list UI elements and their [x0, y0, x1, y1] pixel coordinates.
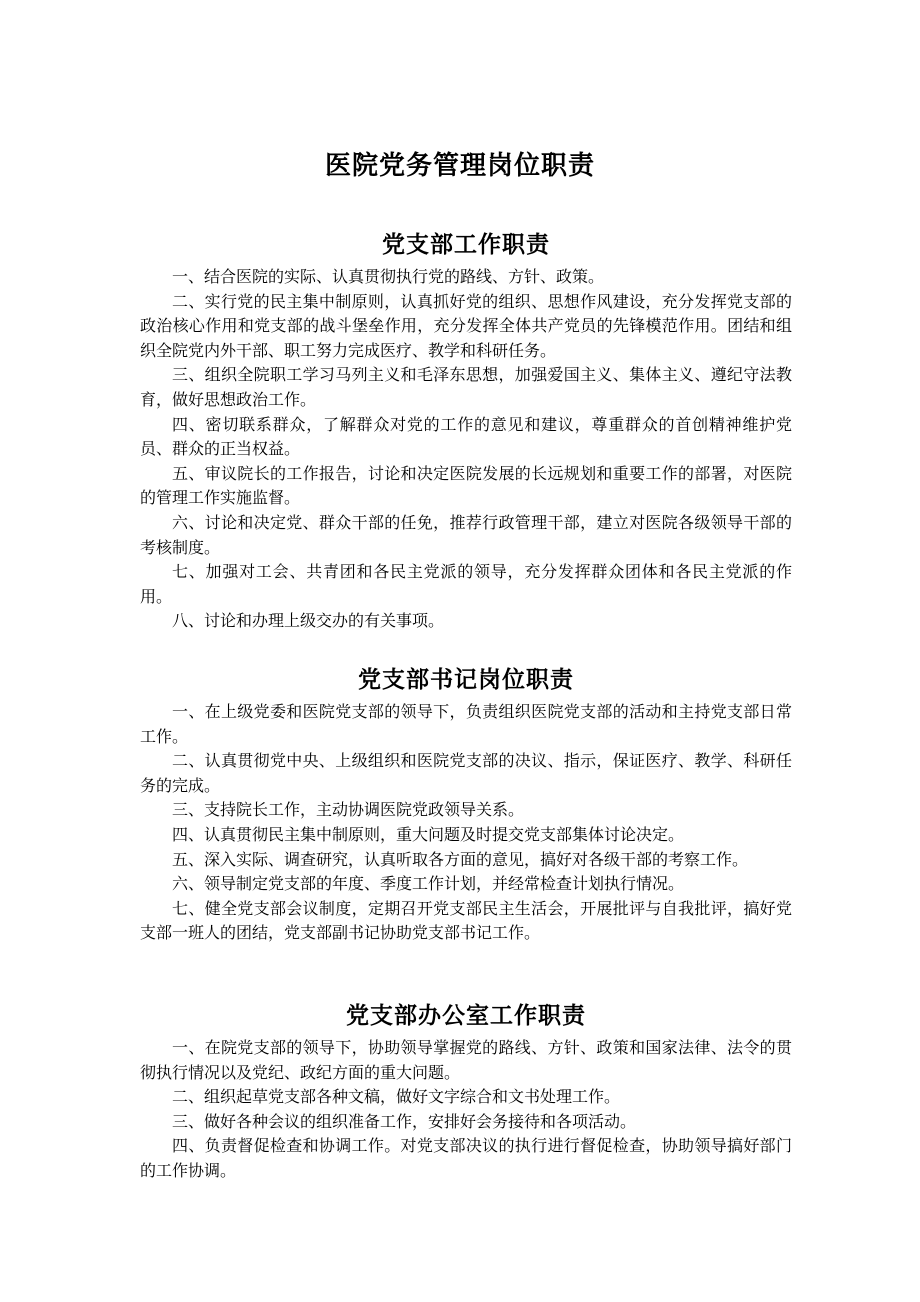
section-branch-secretary-duties	[140, 662, 792, 946]
paragraph: 七、健全党支部会议制度，定期召开党支部民主生活会，开展批评与自我批评，搞好党支部一班人的团结，党支部副书记协助党支部书记工作。	[140, 898, 792, 943]
paragraph: 七、加强对工会、共青团和各民主党派的领导，充分发挥群众团体和各民主党派的作用。	[140, 562, 792, 606]
section-heading: 党支部办公室工作职责	[346, 1002, 586, 1029]
paragraph: 五、审议院长的工作报告，讨论和决定医院发展的长远规划和重要工作的部署，对医院的管理工作实施监督。	[140, 463, 792, 508]
paragraph: 一、在院党支部的领导下，协助领导掌握党的路线、方针、政策和国家法律、法令的贯彻执行情况以及党纪、政纪方面的重大问题。	[140, 1038, 792, 1082]
paragraph: 四、负责督促检查和协调工作。对党支部决议的执行进行督促检查，协助领导搞好部门的工作协调。	[140, 1136, 792, 1180]
section-branch-office-duties	[140, 998, 792, 1184]
paragraph: 三、组织全院职工学习马列主义和毛泽东思想，加强爱国主义、集体主义、遵纪守法教育，做好思想政治工作。	[140, 365, 792, 409]
paragraph: 六、领导制定党支部的年度、季度工作计划，并经常检查计划执行情况。	[172, 874, 685, 894]
paragraph: 一、在上级党委和医院党支部的领导下，负责组织医院党支部的活动和主持党支部日常工作。	[140, 702, 792, 746]
paragraph: 四、认真贯彻民主集中制原则，重大问题及时提交党支部集体讨论决定。	[172, 824, 685, 844]
paragraph: 八、讨论和办理上级交办的有关事项。	[172, 611, 445, 631]
section-party-branch-duties	[140, 227, 792, 634]
document-title: 医院党务管理岗位职责	[324, 151, 595, 181]
paragraph: 三、支持院长工作，主动协调医院党政领导关系。	[172, 800, 525, 820]
paragraph: 四、密切联系群众，了解群众对党的工作的意见和建议，尊重群众的首创精神维护党员、群众的正当权益。	[140, 414, 792, 459]
paragraph: 五、深入实际、调查研究，认真听取各方面的意见，搞好对各级干部的考察工作。	[172, 849, 749, 869]
paragraph: 二、实行党的民主集中制原则，认真抓好党的组织、思想作风建设，充分发挥党支部的政治核心作用和党支部的战斗堡垒作用，充分发挥全体共产党员的先锋模范作用。团结和组织全院党内外干部、职工努力完成医疗、教学和科研任务。	[140, 291, 792, 360]
paragraph: 六、讨论和决定党、群众干部的任免，推荐行政管理干部，建立对医院各级领导干部的考核制度。	[140, 512, 792, 557]
paragraph: 二、组织起草党支部各种文稿，做好文字综合和文书处理工作。	[172, 1087, 621, 1107]
paragraph: 一、结合医院的实际、认真贯彻执行党的路线、方针、政策。	[172, 267, 605, 286]
paragraph: 三、做好各种会议的组织准备工作，安排好会务接待和各项活动。	[172, 1111, 637, 1131]
section-heading: 党支部工作职责	[382, 231, 550, 258]
section-heading: 党支部书记岗位职责	[358, 666, 574, 693]
paragraph: 二、认真贯彻党中央、上级组织和医院党支部的决议、指示，保证医疗、教学、科研任务的完成。	[140, 751, 792, 795]
